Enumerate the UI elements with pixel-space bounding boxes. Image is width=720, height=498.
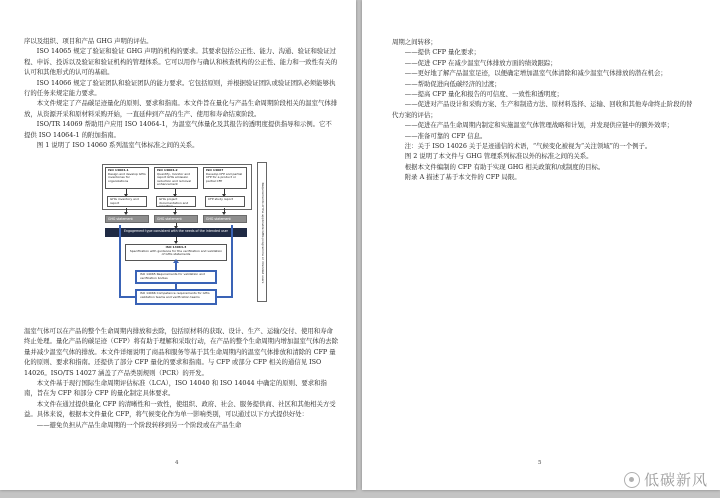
left-page-top-text: [24, 36, 338, 150]
document-page-right: [362, 0, 720, 490]
blue-arrow-up: [173, 259, 179, 263]
box-ghg-project: [156, 196, 196, 207]
right-page-text: [392, 37, 698, 183]
paragraph: 附录 A 描述了基于本文件的 CFP 局限。: [404, 173, 521, 182]
box-iso-14064-2: [154, 167, 198, 189]
box-ghg-statement-3: GHG statement: [203, 215, 247, 223]
box-iso-14065: [135, 270, 217, 284]
box-ghg-inventory: [107, 196, 147, 207]
paragraph: ISO 14066 规定了验证团队和验证团队的能力要求。它包括原则，并根据验证团队或验证团队必须能够执行的任务来规定能力要求。: [24, 78, 336, 98]
box-title: ISO 14064-3: [165, 245, 187, 249]
paragraph: ISO/TR 14069 帮助用户应用 ISO 14064-1，为温室气体量化及其报告的透明度提供指导和示例。它不提供 ISO 14064-1 的附加指南。: [24, 120, 332, 139]
box-title: ISO 14064-2: [157, 168, 178, 172]
page-number: 4: [175, 460, 179, 466]
arrow-down: [176, 223, 177, 226]
box-desc: Specification with guidance for the verification and validation of GHG statements: [129, 248, 223, 257]
box-engagement-type: Engagement type consistent with the needs of the intended user: [105, 228, 247, 237]
box-desc: Develop CFP and partial CFP for a product or partial CFP: [206, 171, 243, 183]
paragraph: 图 1 说明了 ISO 14060 系列温室气体标准之间的关系。: [36, 141, 199, 150]
paragraph: 本文件基于现行国际生命周期评估标准（LCA），ISO 14040 和 ISO 14044 中确定的原则、要求和指南，旨在为 CFP 和部分 CFP 的量化制定具体要求。: [24, 379, 327, 398]
paragraph: ——避免负担从产品生命周期的一个阶段转移到另一个阶段或在产品生命: [36, 420, 242, 429]
box-title: ISO 14067: [206, 168, 224, 172]
blue-feedback-line-bottom-left: [119, 296, 135, 298]
box-desc: Quantify, monitor and report GHG emission reduction and removal enhancement: [157, 171, 191, 187]
box-iso-14067: [203, 167, 247, 189]
paragraph: ——促进在产品生命周期内制定和实施温室气体管理战略和计划，并发现供应链中的额外效率；: [404, 121, 674, 130]
box-iso-14064-1: [105, 167, 149, 189]
blue-feedback-line-left: [119, 225, 121, 297]
paragraph: 本文件规定了产品碳足迹量化的原则、要求和指南。本文件旨在量化与产品生命周期阶段相关的温室气体排放，从资源开采和原材料采购开始，一直延伸到产品的生产、使用和寿命结束阶段。: [24, 99, 338, 118]
paragraph: 温室气体可以在产品的整个生命周期内排放和去除，包括原材料的获取、设计、生产、运输/交付、使用和寿命终止处理。量化产品的碳足迹（CFP）将有助于理解和采取行动，在产品的整个生命周期内增加温室气体的去除量并减少温室气体的排放。本文件详细说明了商品和服务等基于其生命周期内的温室气体排放和清除的 CFP 量化的原则、要求和指南。还提供了部分 CFP 量化的要求和指南。与 CFP 或部分 CFP 相关的通信见 ISO 14026。ISO/TS 14027 涵盖了产品类别规则（PCR）的开发。: [24, 327, 338, 377]
box-ghg-statement-2: GHG statement: [154, 215, 198, 223]
watermark-logo-icon: [624, 472, 640, 488]
box-text: GHG inventory and report: [110, 197, 139, 205]
arrow-down: [126, 189, 127, 194]
box-text: ISO 14066 Competence requirements for GHG validation teams and verification teams: [140, 291, 210, 299]
paragraph: 周期之间转移；: [392, 38, 437, 46]
box-iso-14066: [135, 289, 217, 305]
paragraph: 序以及组织、项目和产品 GHG 声明的评估。: [24, 37, 153, 45]
paragraph: 注：关于 ISO 14026 关于足迹通信的术语，“气候变化被视为“关注领域”的一个例子。: [404, 142, 652, 151]
side-label-text: Requirements of the applicable GHG programme or intended users: [261, 182, 265, 284]
arrow-down: [175, 189, 176, 194]
paragraph: 本文件在通过提供量化 CFP 的清晰性和一致性，使组织、政府、社会、服务提供商、社区和其他相关方受益。具体来说，根据本文件量化 CFP，将气候变化作为单一影响类别，可以通过以下方式提供好处：: [24, 399, 336, 419]
paragraph: ——提高 CFP 量化和报告的可信度、一致性和透明度；: [404, 90, 564, 99]
arrow-down: [175, 208, 176, 212]
paragraph: ——促进对产品设计和采购方案、生产和制造方法、原材料选择、运输、回收和其他寿命终止阶段的替代方案的评估；: [392, 100, 693, 119]
figure-iso-14060-family: [97, 162, 273, 322]
blue-feedback-line-bottom-right: [217, 296, 233, 298]
paragraph: ——更好地了解产品温室足迹，以便确定增加温室气体清除和减少温室气体排放的潜在机会；: [404, 69, 667, 78]
arrow-down: [224, 208, 225, 212]
box-cfp-study: [205, 196, 245, 207]
watermark: [624, 469, 708, 490]
paragraph: 图 2 说明了本文件与 GHG 管理系列标准以外的标准之间的关系。: [404, 152, 593, 161]
paragraph: ——提供 CFP 量化要求；: [404, 48, 480, 57]
blue-feedback-line-right: [231, 225, 233, 297]
box-title: ISO 14064-1: [108, 168, 129, 172]
figure-side-label: [257, 162, 267, 302]
box-ghg-statement-1: GHG statement: [105, 215, 149, 223]
paragraph: ——促进 CFP 在减少温室气体排放方面的绩效跟踪；: [404, 58, 557, 67]
watermark-text: 低碳新风: [643, 471, 708, 489]
document-page-left: [0, 0, 356, 490]
arrow-down: [126, 208, 127, 212]
arrow-down: [224, 189, 225, 194]
box-text: CFP study report: [208, 197, 234, 201]
paragraph: 根据本文件编制的 CFP 有助于实现 GHG 相关政策和/或制度的目标。: [404, 162, 605, 171]
left-page-bottom-text: [24, 326, 338, 430]
paragraph: ISO 14065 规定了验证和验证 GHG 声明的机构的要求。其要求包括公正性、能力、沟通、验证和验证过程、申诉、投诉以及验证和验证机构的管理体系。它可以用作与确认和核查机构的公正性、能力和一致性有关的认可和其他形式的认可的基础。: [24, 47, 338, 77]
paragraph: ——帮助促进向低碳经济的过渡；: [404, 79, 501, 88]
box-desc: Design and develop GHG inventories for organizations: [108, 171, 146, 183]
box-text: ISO 14065 Requirements for validation and verification bodies: [140, 272, 205, 280]
box-text: GHG project documentation and reporting: [159, 197, 189, 207]
page-number: 5: [538, 460, 542, 466]
arrow-down: [176, 237, 177, 241]
paragraph: ——准备可靠的 CFP 信息。: [404, 131, 487, 140]
